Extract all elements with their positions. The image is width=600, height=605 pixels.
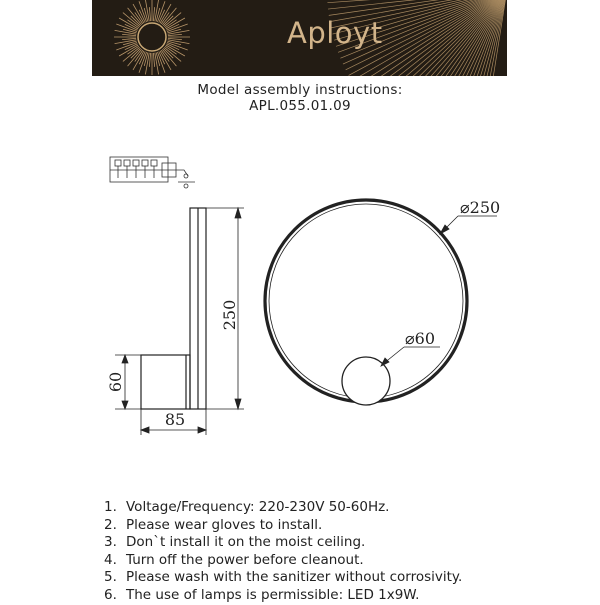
instruction-text: The use of lamps is permissible: LED 1x9W. <box>126 586 420 603</box>
instructions-list <box>104 499 462 605</box>
instruction-item <box>104 587 462 605</box>
instruction-number: 6. <box>104 586 117 603</box>
page-title: Model assembly instructions: <box>197 82 403 98</box>
instruction-text: Don`t install it on the moist ceiling. <box>126 534 366 551</box>
instruction-item <box>104 552 462 570</box>
base-height-dimension: 60 <box>106 371 125 393</box>
ring-diameter-dimension: ⌀250 <box>460 198 501 217</box>
depth-dimension: 85 <box>164 410 186 429</box>
side-view <box>141 208 206 409</box>
instruction-text: Turn off the power before cleanout. <box>126 551 364 568</box>
instruction-item <box>104 499 462 517</box>
instruction-number: 4. <box>104 551 117 568</box>
front-view <box>265 200 467 405</box>
instruction-number: 5. <box>104 569 117 586</box>
instruction-item <box>104 517 462 535</box>
instruction-text: Please wash with the sanitizer without corrosivity. <box>126 569 463 586</box>
instruction-text: Please wear gloves to install. <box>126 516 323 533</box>
height-dimension: 250 <box>220 299 239 331</box>
terminal-block-icon <box>110 157 195 188</box>
instruction-item <box>104 534 462 552</box>
instruction-number: 3. <box>104 534 117 551</box>
instruction-text: Voltage/Frequency: 220-230V 50-60Hz. <box>126 499 390 515</box>
model-number: APL.055.01.09 <box>249 98 351 114</box>
instruction-item <box>104 569 462 587</box>
ball-diameter-dimension: ⌀60 <box>405 329 435 348</box>
instruction-number: 1. <box>104 499 117 515</box>
instruction-number: 2. <box>104 516 117 533</box>
brand-name: Aployt <box>287 16 383 50</box>
